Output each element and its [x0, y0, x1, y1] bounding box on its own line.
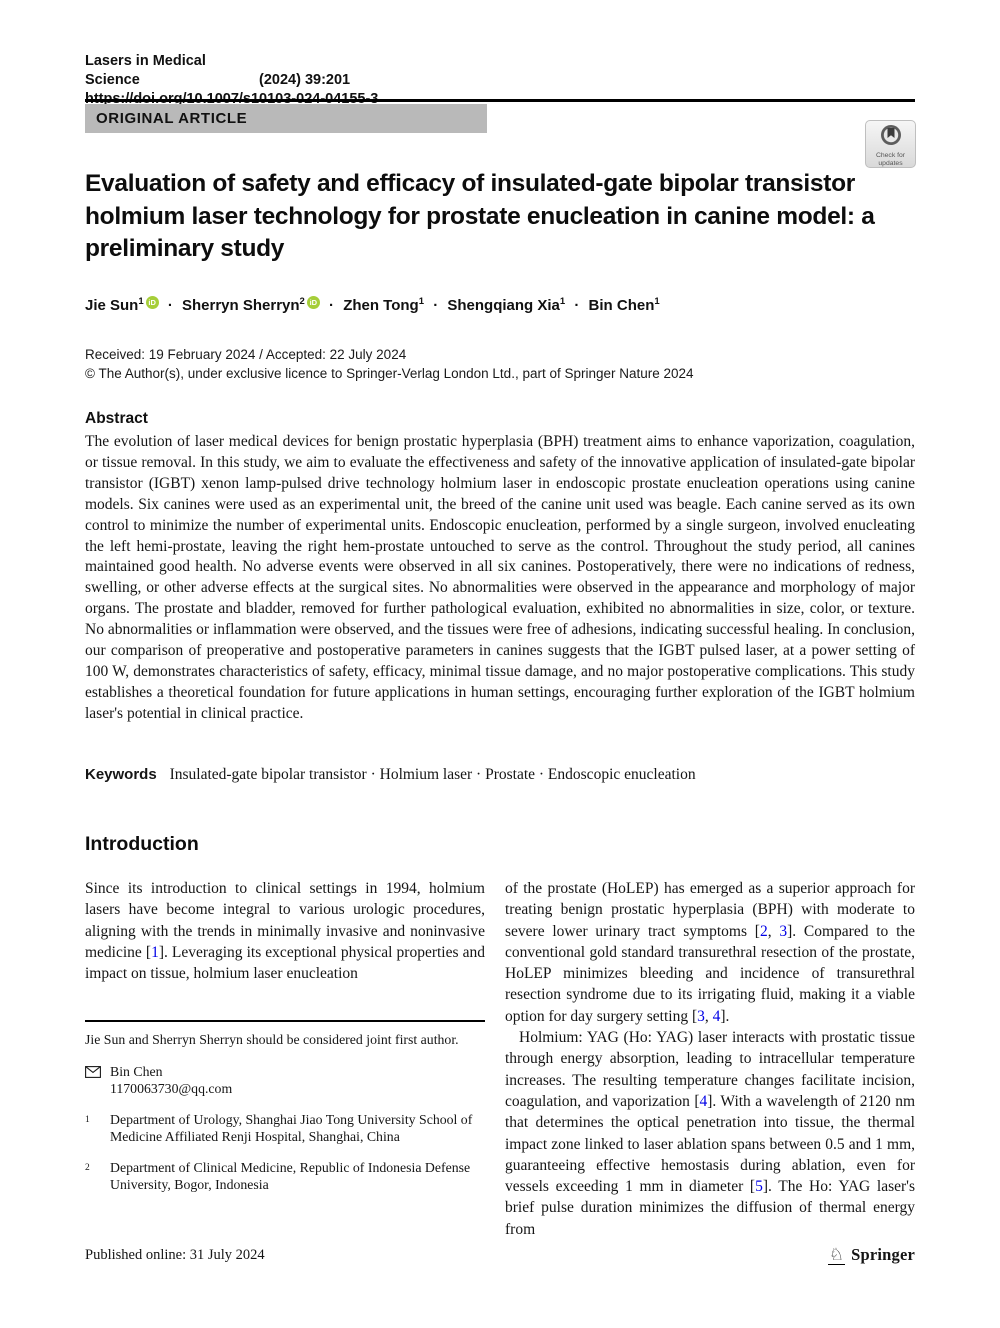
- springer-logo: [828, 1245, 915, 1265]
- corresponding-author-email[interactable]: 1170063730@qq.com: [110, 1081, 233, 1096]
- affiliation-text: Department of Clinical Medicine, Republic of Indonesia Defense University, Bogor, Indonesia: [110, 1159, 471, 1192]
- citation-link-1[interactable]: 1: [151, 943, 159, 961]
- citation-link-4[interactable]: 4: [712, 1007, 721, 1025]
- copyright-line: © The Author(s), under exclusive licence to Springer-Verlag London Ltd., part of Springer Nature 2024: [85, 365, 694, 381]
- citation-link-5[interactable]: 5: [755, 1178, 763, 1196]
- author: Jie Sun$^1$ iD: [85, 297, 159, 314]
- corresponding-author-details: [110, 1063, 232, 1098]
- intro-left-column: [85, 878, 485, 984]
- envelope-icon: [85, 1066, 101, 1078]
- crossmark-icon: [880, 124, 902, 146]
- springer-knight-icon: ♘: [828, 1244, 845, 1264]
- footnote-block: [85, 1020, 485, 1194]
- corresponding-author-block: [85, 1063, 485, 1098]
- springer-wordmark: Springer: [851, 1245, 915, 1264]
- citation-link-3[interactable]: 3: [697, 1007, 705, 1025]
- orcid-icon[interactable]: iD: [307, 296, 320, 309]
- paper-title: Evaluation of safety and efficacy of insulated-gate bipolar transistor holmium laser technology for prostate enucleation in canine model: a preliminary study: [85, 170, 875, 262]
- check-for-updates-badge[interactable]: [865, 120, 916, 168]
- journal-citation-line: [85, 52, 378, 90]
- dates-block: [85, 346, 915, 383]
- article-type-band: [85, 104, 487, 133]
- affiliation-text: Department of Urology, Shanghai Jiao Tong University School of Medicine Affiliated Renji Hospital, Shanghai, China: [110, 1111, 473, 1144]
- author: Shengqiang Xia$^1$: [447, 296, 566, 314]
- affiliation-number: 1: [85, 1114, 90, 1125]
- received-accepted-line: Received: 19 February 2024 / Accepted: 22 July 2024: [85, 347, 407, 362]
- abstract-body: The evolution of laser medical devices for benign prostatic hyperplasia (BPH) treatment aims to enhance vaporization, coagulation, or tissue removal. In this study, we aim to evaluate the effectiveness and safety of the innovative application of insulated-gate bipolar transistor (IGBT) xenon lamp-pulsed drive technology holmium laser in endoscopic prostate enucleation operations using canine models. Six canines were used as an experimental unit, the breed of the canine unit used was beagle. Each canine served as its own control to minimize the number of experimental units. Endoscopic enucleation, performed by a single surgeon, involved enucleating the left hemi-prostate, leaving the right hem-prostate untouched to serve as the control. Throughout the study period, all canines maintained good health. No adverse events were observed in all six canines. Postoperatively, there were no indications of redness, swelling, or other adverse effects at the surgical sites. No abnormalities were observed in the appearance and morphology of major organs. The prostate and bladder, removed for further pathological evaluation, exhibited no abnormalities in size, color, or texture. No abnormalities or inflammation were observed, and the tissues were free of adhesions, indicating successful healing. In conclusion, our comparison of preoperative and postoperative parameters in canines suggests that the IGBT pulsed laser, at a power setting of 100 W, demonstrates characteristics of safety, efficacy, minimal tissue damage, and no major postoperative complications. This study establishes a theoretical foundation for future applications in human settings, encouraging further exploration of the IGBT holmium laser's potential in clinical practice.: [85, 433, 915, 722]
- citation-link-3[interactable]: 3: [779, 922, 788, 940]
- author-separator: ·: [574, 297, 580, 314]
- citation-link-4[interactable]: 4: [699, 1092, 708, 1110]
- intro-right-column: [505, 878, 915, 1240]
- intro-paragraph: Holmium: YAG (Ho: YAG) laser interacts with prostatic tissue through energy absorption, leading to intracellular temperature increases. The resulting temperature changes facilitate incision, coagulation, and vaporization [4]. With a wavelength of 2120 nm that determines the optical penetration into tissue, the thermal impact zone linked to laser ablation spans between 0.5 and 1 mm, guaranteeing effective hemostasis during ablation, even for vessels exceeding 1 mm in diameter [5]. The Ho: YAG laser's brief pulse duration minimizes the diffusion of thermal energy from: [505, 1029, 916, 1238]
- header-rule: [85, 99, 915, 102]
- author-separator: ·: [433, 297, 439, 314]
- affiliation-number: 2: [85, 1162, 90, 1173]
- introduction-heading: Introduction: [85, 833, 199, 855]
- keywords-text: Insulated-gate bipolar transistor · Holmium laser · Prostate · Endoscopic enucleation: [169, 766, 696, 783]
- orcid-icon[interactable]: iD: [146, 296, 159, 309]
- abstract-heading: Abstract: [85, 410, 148, 427]
- citation-link-2[interactable]: 2: [759, 922, 768, 940]
- journal-issue: (2024) 39:201: [259, 72, 351, 88]
- author-separator: ·: [329, 297, 335, 314]
- article-type-label: ORIGINAL ARTICLE: [96, 110, 248, 127]
- footnote-rule: [85, 1020, 485, 1022]
- check-updates-label: Check for updates: [875, 152, 906, 167]
- author: Bin Chen$^1$: [588, 296, 660, 314]
- intro-paragraph: Since its introduction to clinical settings in 1994, holmium lasers have become integral to various urologic procedures, aligning with the trends in minimally invasive and noninvasive medicine [1]. Leveraging its exceptional physical properties and impact on tissue, holmium laser enucleation: [85, 880, 485, 983]
- journal-name: Lasers in Medical Science: [85, 53, 206, 88]
- corresponding-author-name: Bin Chen: [110, 1063, 163, 1079]
- author: Sherryn Sherryn$^2$ iD: [182, 297, 320, 314]
- keywords-label: Keywords: [85, 766, 157, 783]
- published-online-text: Published online: 31 July 2024: [85, 1246, 265, 1263]
- page-footer: [85, 1245, 915, 1265]
- affiliation-2: [85, 1159, 485, 1194]
- affiliation-1: [85, 1111, 485, 1146]
- keywords-line: [85, 766, 915, 784]
- author-separator: ·: [167, 297, 173, 314]
- authors-line: [85, 296, 915, 314]
- intro-paragraph: of the prostate (HoLEP) has emerged as a superior approach for treating benign prostatic hyperplasia (BPH) with moderate to severe lower urinary tract symptoms [2, 3]. Compared to the conventional gold standard transurethral resection of the prostate, HoLEP minimizes bleeding and incidence of transurethral resection syndrome due to its irrigating fluid, making it a viable option for day surgery setting [3, 4].: [505, 880, 916, 1025]
- joint-first-author-note: Jie Sun and Sherryn Sherryn should be considered joint first author.: [85, 1031, 459, 1047]
- author: Zhen Tong$^1$: [343, 296, 425, 314]
